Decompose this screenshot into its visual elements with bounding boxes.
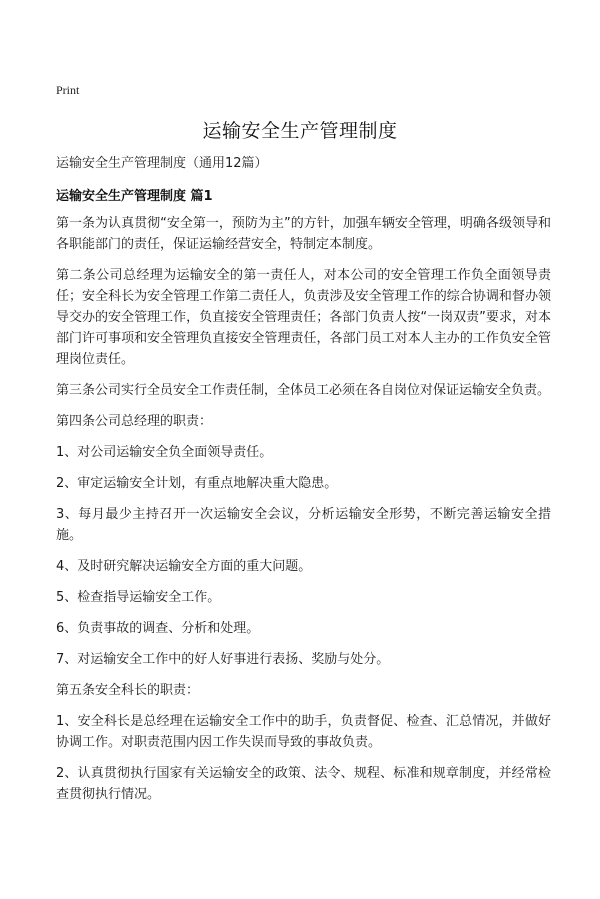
list-item: 2、认真贯彻执行国家有关运输安全的政策、法令、规程、标准和规章制度，并经常检查贯彻执行情况。 [56,766,551,802]
paragraph: 第二条公司总经理为运输安全的第一责任人，对本公司的安全管理工作负全面领导责任；安全科长为安全管理工作第二责任人，负责涉及安全管理工作的综合协调和督办领导交办的安全管理工作，负直接安全管理责任；各部门负责人按“一岗双责”要求，对本部门许可事项和安全管理负直接安全管理责任，各部门员工对本人主办的工作负安全管理岗位责任。 [56,268,551,367]
list-item: 5、检查指导运输安全工作。 [56,590,221,605]
paragraph: 第三条公司实行全员安全工作责任制，全体员工必须在各自岗位对保证运输安全负责。 [56,383,551,398]
list-item: 7、对运输安全工作中的好人好事进行表扬、奖励与处分。 [56,652,390,667]
list-item: 1、对公司运输安全负全面领导责任。 [56,445,273,460]
paragraph: 第五条安全科长的职责： [56,683,200,698]
paragraph: 第一条为认真贯彻“安全第一，预防为主”的方针，加强车辆安全管理，明确各级领导和各职能部门的责任，保证运输经营安全，特制定本制度。 [56,216,551,252]
section-heading: 运输安全生产管理制度 篇1 [56,189,213,204]
list-item: 6、负责事故的调查、分析和处理。 [56,621,260,636]
list-item: 4、及时研究解决运输安全方面的重大问题。 [56,559,312,574]
document-body [56,213,551,815]
list-item: 1、安全科长是总经理在运输安全工作中的助手，负责督促、检查、汇总情况，并做好协调工作。对职责范围内因工作失误而导致的事故负责。 [56,714,551,750]
print-link[interactable]: Print [56,83,80,97]
list-item: 3、每月最少主持召开一次运输安全会议，分析运输安全形势，不断完善运输安全措施。 [56,507,551,543]
list-item: 2、审定运输安全计划，有重点地解决重大隐患。 [56,476,338,491]
paragraph: 第四条公司总经理的职责： [56,414,213,429]
document-subtitle: 运输安全生产管理制度（通用12篇） [56,156,268,171]
document-title: 运输安全生产管理制度 [202,120,398,142]
